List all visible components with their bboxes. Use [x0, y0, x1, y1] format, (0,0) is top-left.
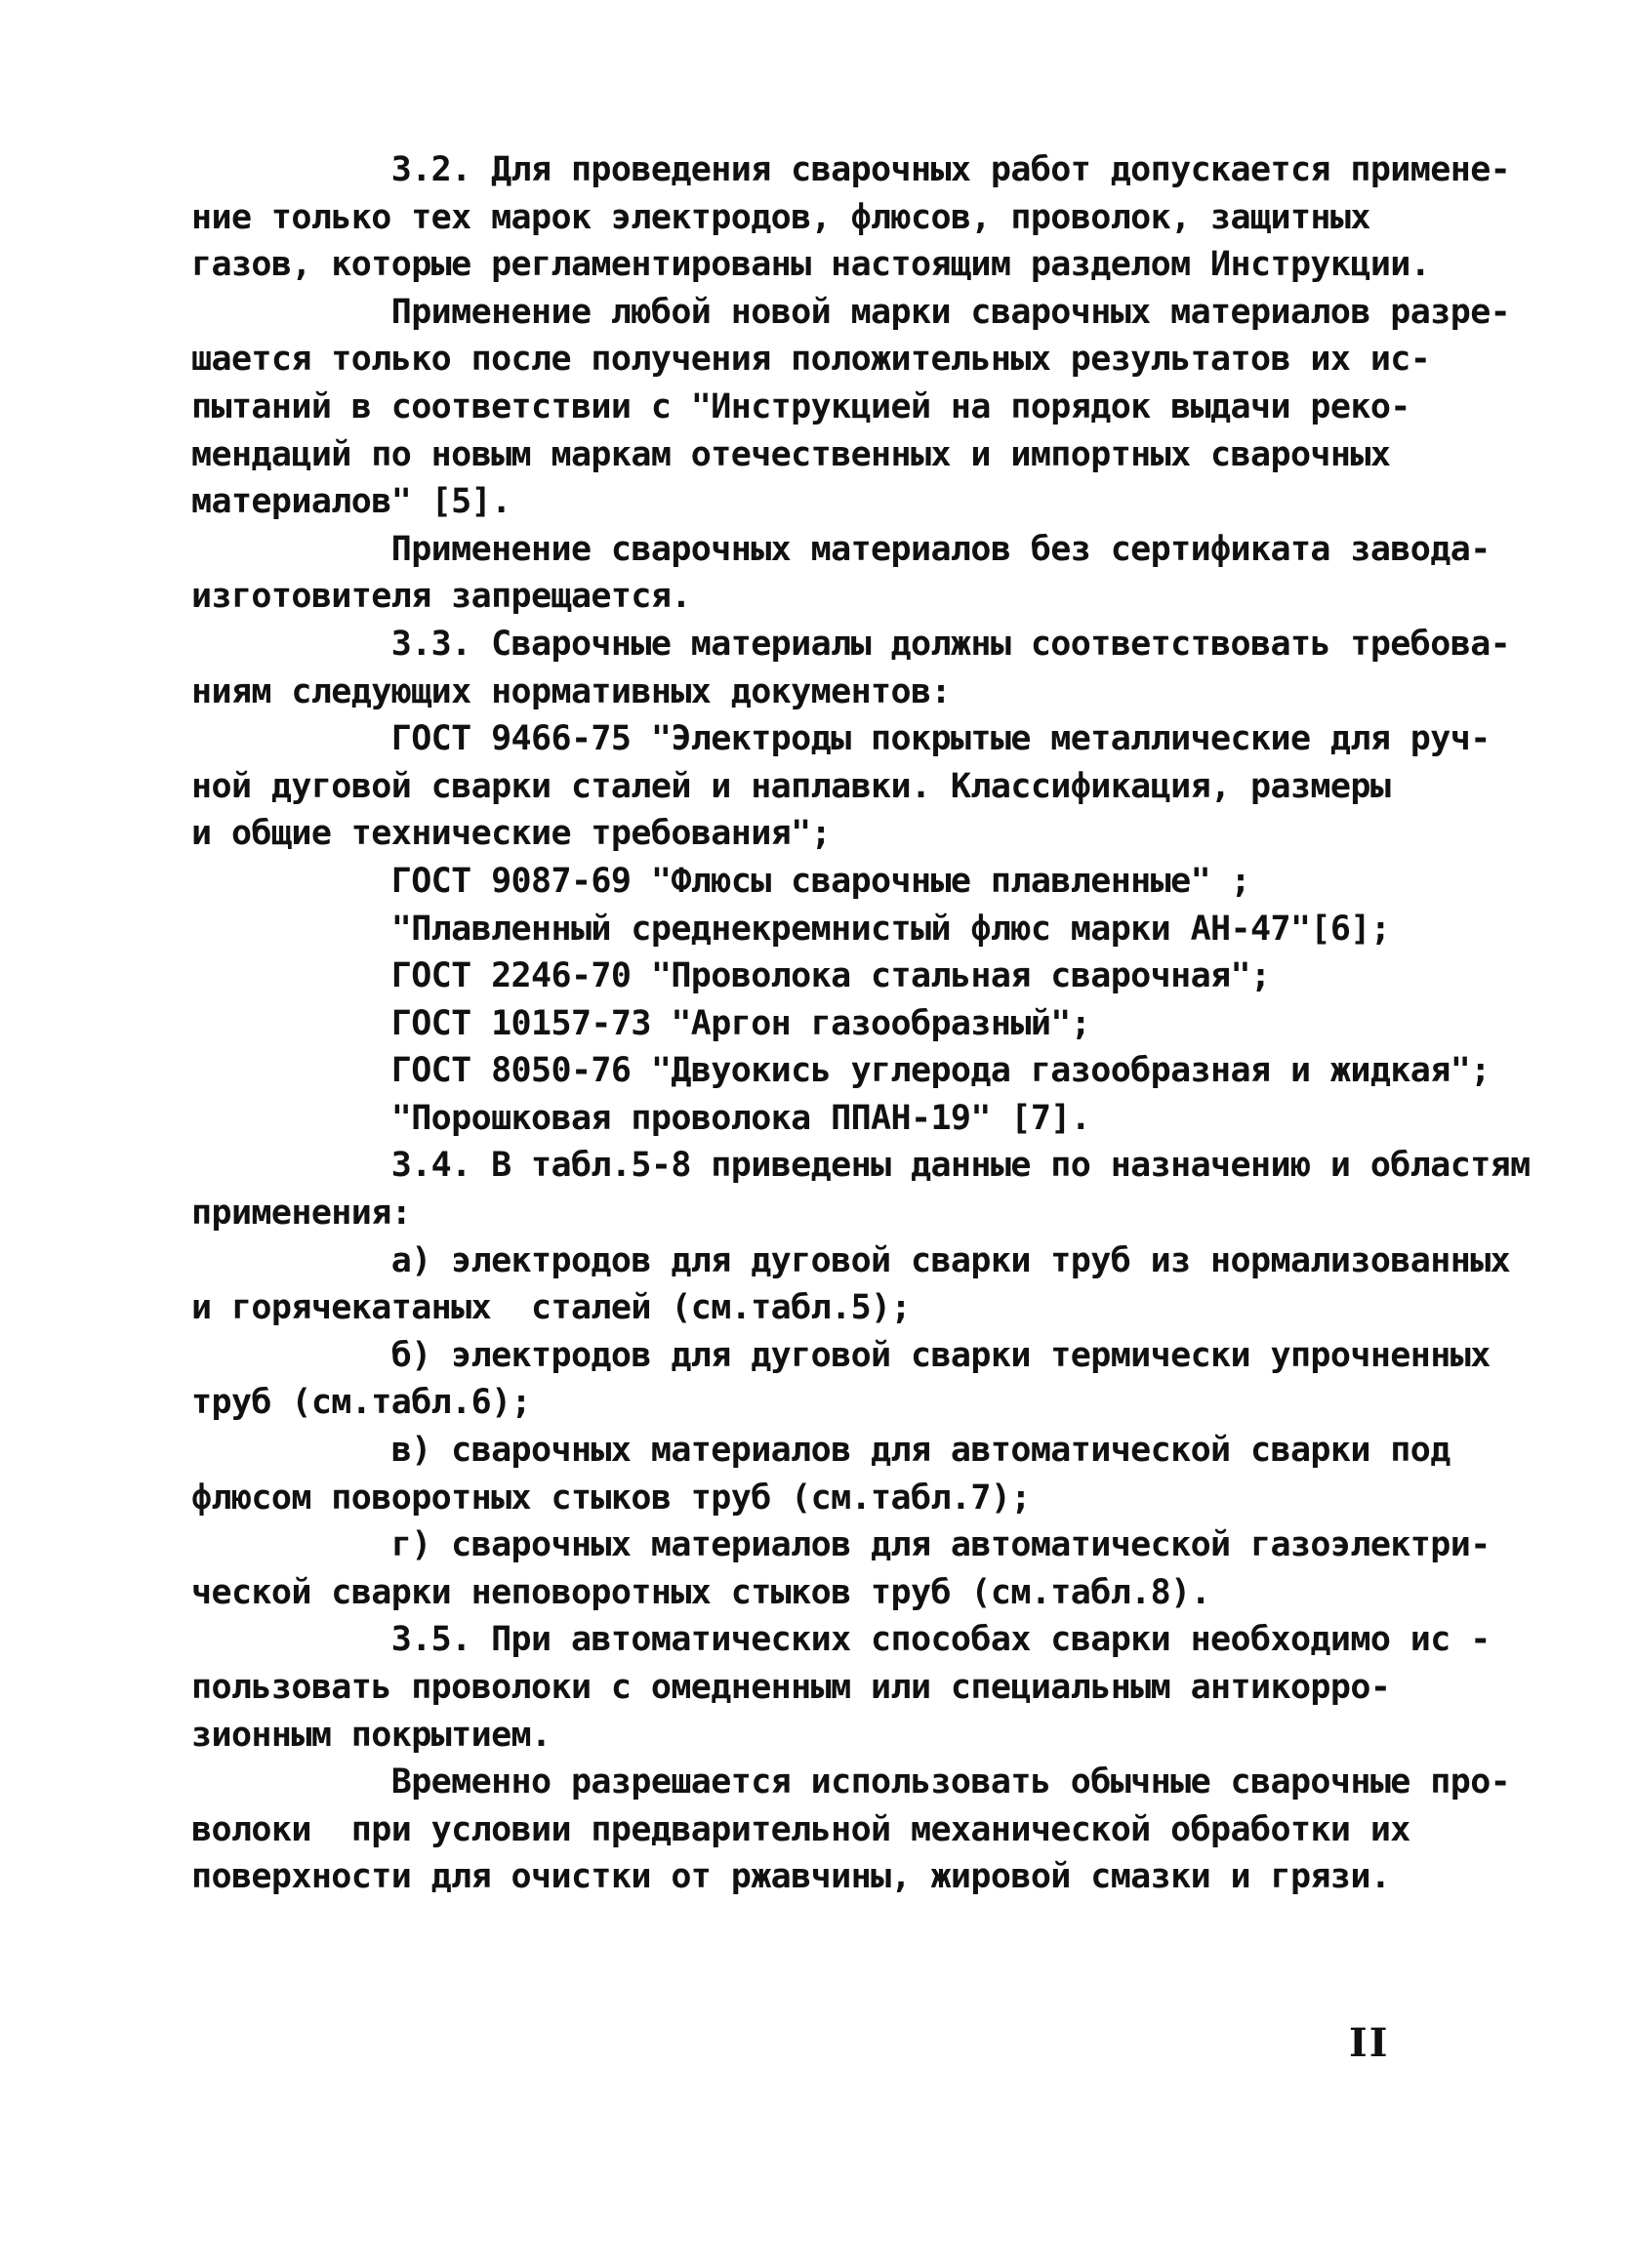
text-line: ГОСТ 10157-73 "Аргон газообразный";	[191, 1003, 1091, 1043]
text-line: в) сварочных материалов для автоматической сварки под	[191, 1431, 1450, 1471]
text-line: труб (см.табл.6);	[191, 1383, 532, 1423]
text-line: ной дуговой сварки сталей и наплавки. Классификация, размеры	[191, 766, 1391, 806]
text-line: ниям следующих нормативных документов:	[191, 671, 951, 711]
text-line: ГОСТ 9087-69 "Флюсы сварочные плавленные" ;	[191, 861, 1251, 901]
text-line: 3.2. Для проведения сварочных работ допускается примене-	[191, 150, 1511, 189]
text-line: 3.4. В табл.5-8 приведены данные по назначению и областям	[191, 1146, 1531, 1186]
text-line: волоки при условии предварительной механической обработки их	[191, 1809, 1410, 1849]
text-line: и горячекатаных сталей (см.табл.5);	[191, 1288, 911, 1328]
text-line: 3.5. При автоматических способах сварки необходимо ис -	[191, 1620, 1491, 1660]
document-body	[191, 146, 1531, 1901]
text-line: мендаций по новым маркам отечественных и импортных сварочных	[191, 434, 1391, 474]
text-line: ГОСТ 8050-76 "Двуокись углерода газообразная и жидкая";	[191, 1051, 1491, 1091]
text-line: газов, которые регламентированы настоящим разделом Инструкции.	[191, 245, 1431, 285]
text-line: пытаний в соответствии с "Инструкцией на порядок выдачи реко-	[191, 386, 1410, 426]
text-line: ГОСТ 9466-75 "Электроды покрытые металлические для руч-	[191, 719, 1491, 759]
text-line: флюсом поворотных стыков труб (см.табл.7);	[191, 1478, 1031, 1518]
text-line: и общие технические требования";	[191, 814, 832, 854]
text-line: изготовителя запрещается.	[191, 577, 691, 617]
text-line: а) электродов для дуговой сварки труб из нормализованных	[191, 1240, 1511, 1280]
text-line: поверхности для очистки от ржавчины, жировой смазки и грязи.	[191, 1857, 1391, 1897]
text-line: ческой сварки неповоротных стыков труб (см.табл.8).	[191, 1572, 1211, 1612]
text-line: зионным покрытием.	[191, 1715, 551, 1755]
text-line: ГОСТ 2246-70 "Проволока стальная сварочная";	[191, 956, 1271, 996]
text-line: ние только тех марок электродов, флюсов, проволок, защитных	[191, 197, 1370, 237]
text-line: применения:	[191, 1194, 412, 1234]
text-line: "Плавленный среднекремнистый флюс марки АН-47"[6];	[191, 909, 1391, 949]
text-line: "Порошковая проволока ППАН-19" [7].	[191, 1098, 1091, 1138]
text-line: Применение любой новой марки сварочных материалов разре-	[191, 292, 1511, 332]
text-line: 3.3. Сварочные материалы должны соответствовать требова-	[191, 624, 1511, 664]
text-line: шается только после получения положительных результатов их ис-	[191, 340, 1431, 380]
text-line: материалов" [5].	[191, 482, 511, 522]
text-line: Временно разрешается использовать обычные сварочные про-	[191, 1762, 1511, 1802]
text-line: г) сварочных материалов для автоматической газоэлектри-	[191, 1525, 1491, 1565]
text-line: пользовать проволоки с омедненным или специальным антикорро-	[191, 1668, 1391, 1707]
text-line: б) электродов для дуговой сварки термически упрочненных	[191, 1335, 1491, 1375]
page-number: II	[1349, 2020, 1390, 2066]
text-line: Применение сварочных материалов без сертификата завода-	[191, 529, 1491, 569]
